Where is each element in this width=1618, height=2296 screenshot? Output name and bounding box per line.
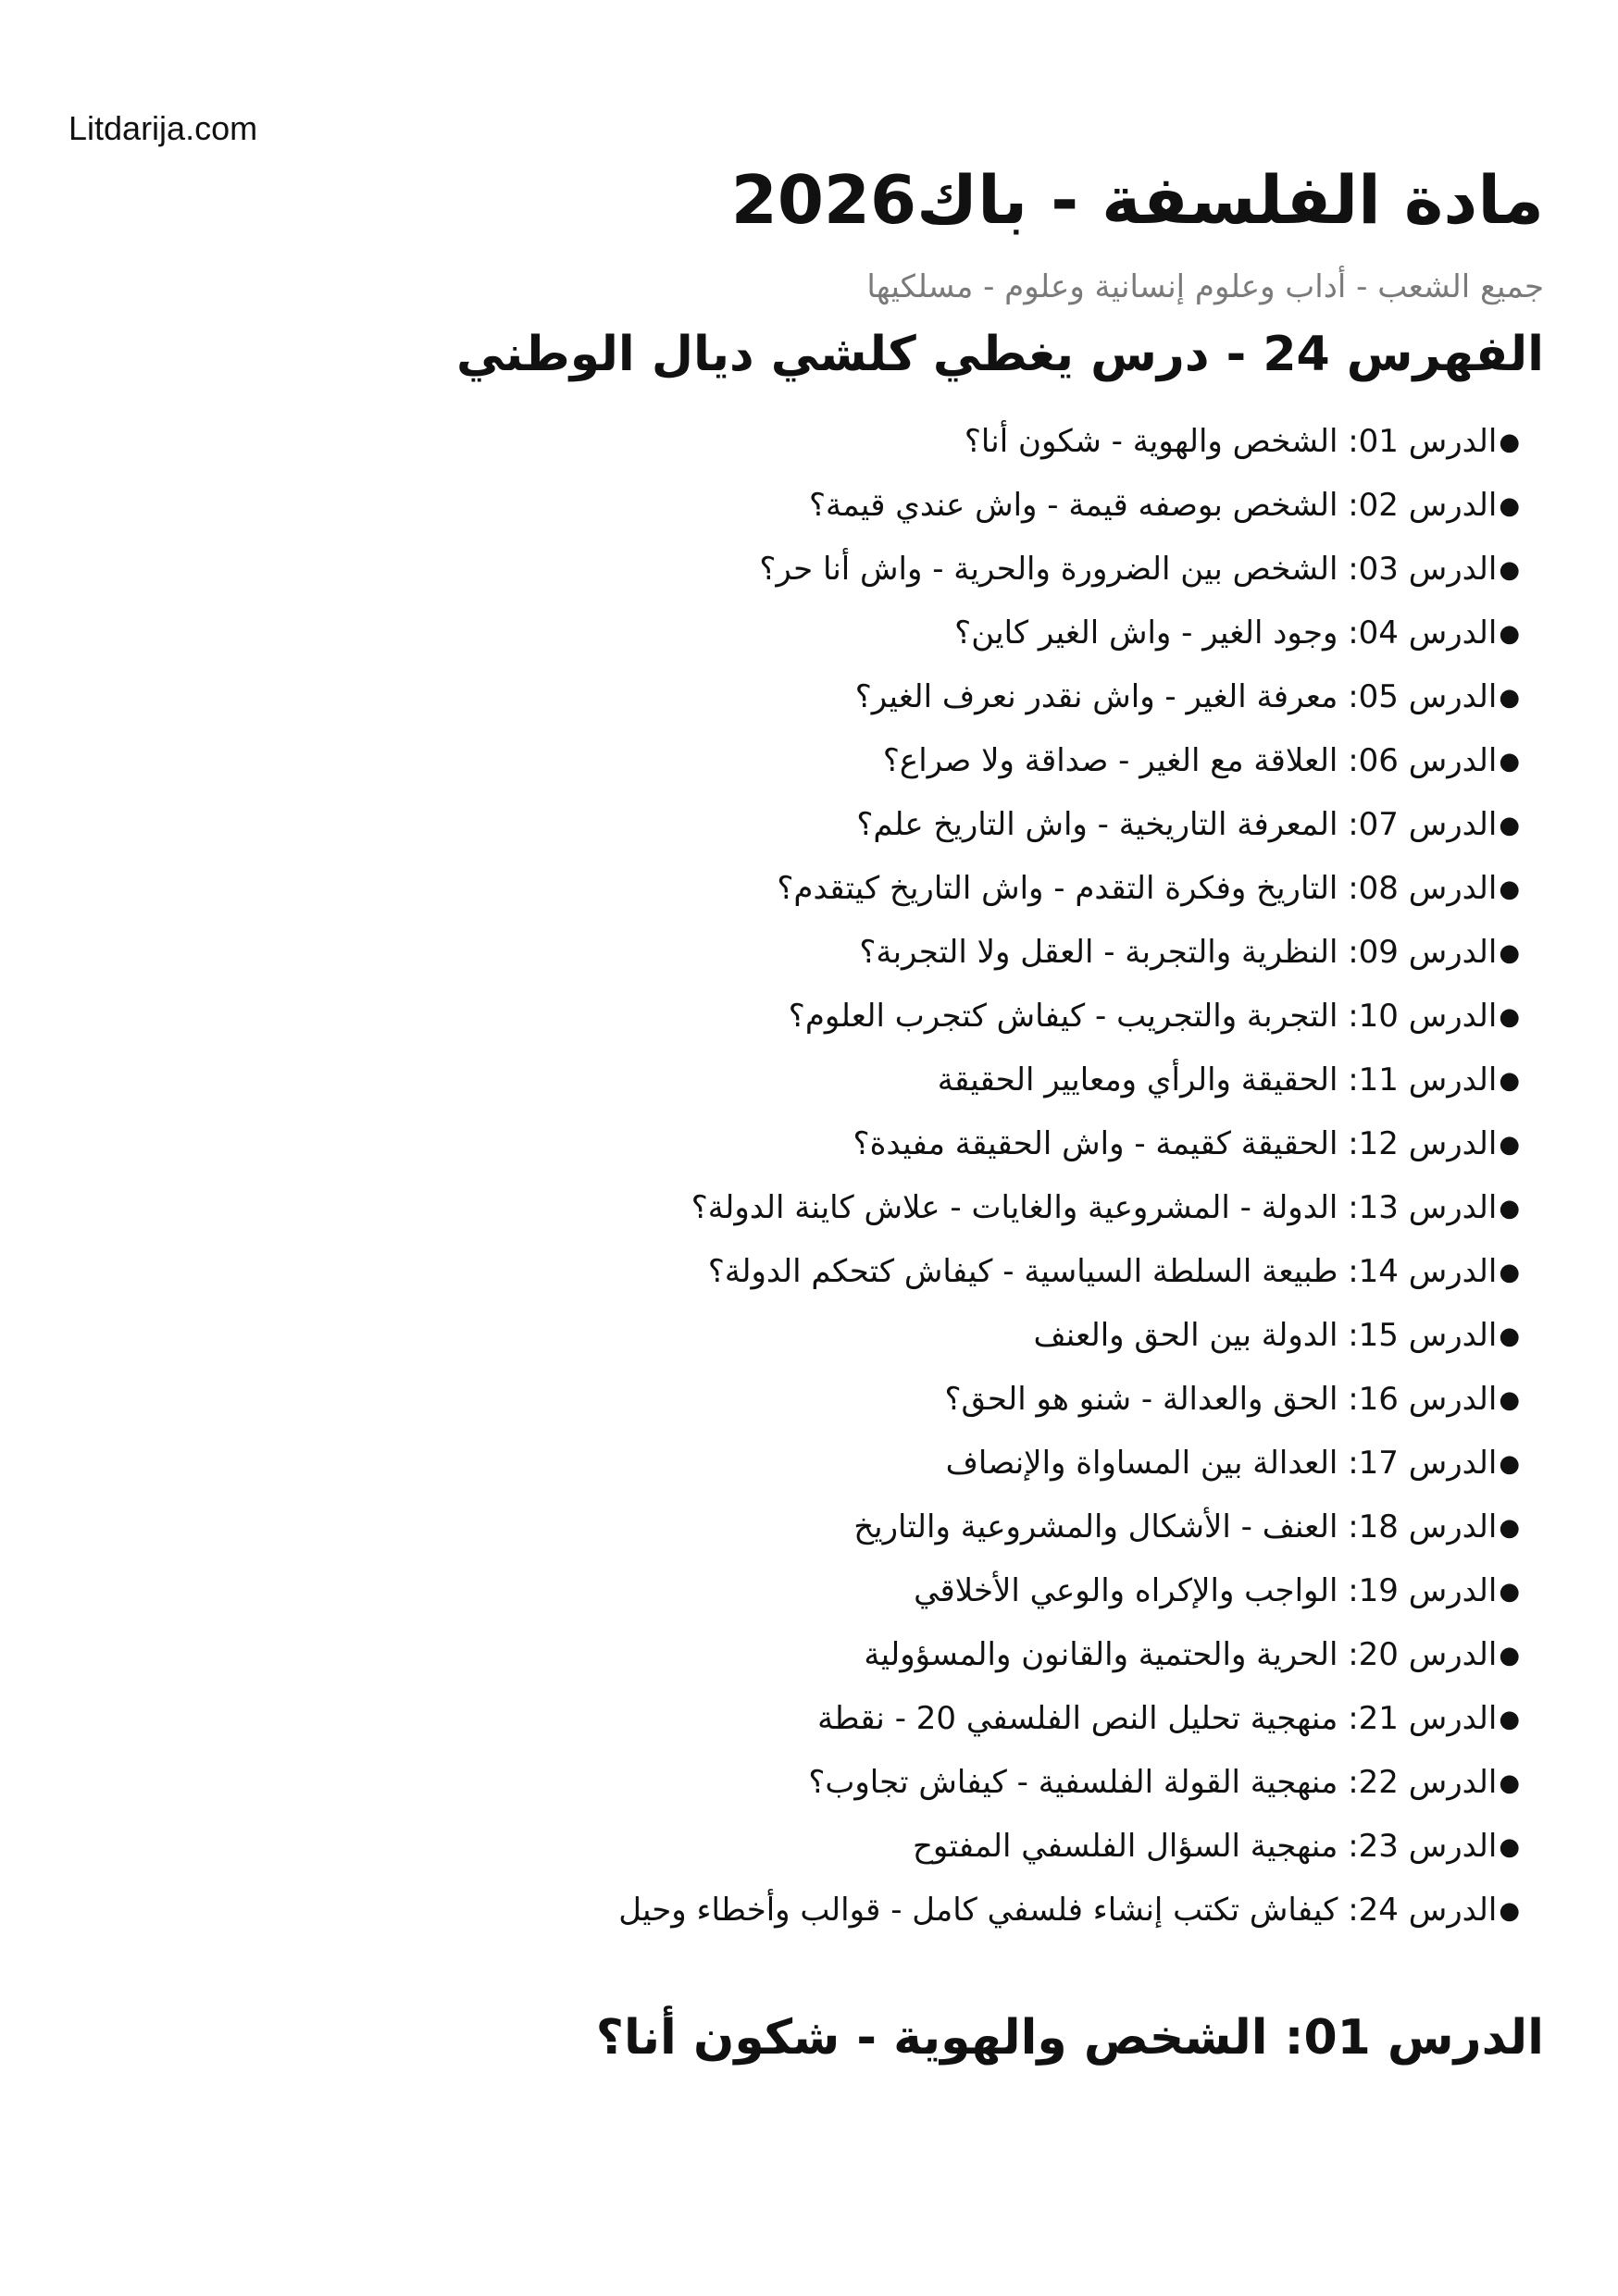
- bullet-icon: ●: [1499, 1450, 1520, 1479]
- bullet-icon: ●: [1499, 1642, 1520, 1670]
- lesson-index-label: الدرس 07: المعرفة التاريخية - واش التاريخ علم؟: [856, 806, 1498, 844]
- lesson-index-label: الدرس 10: التجربة والتجريب - كيفاش كتجرب العلوم؟: [788, 998, 1498, 1036]
- bullet-icon: ●: [1499, 556, 1520, 585]
- lesson-index-item: [100, 1496, 1520, 1559]
- bullet-icon: ●: [1499, 875, 1520, 904]
- lesson-index-item: [100, 538, 1520, 602]
- lesson-index-label: الدرس 19: الواجب والإكراه والوعي الأخلاقي: [914, 1572, 1498, 1610]
- lesson-index-item: [100, 857, 1520, 921]
- bullet-icon: ●: [1499, 492, 1520, 521]
- bullet-icon: ●: [1499, 1003, 1520, 1032]
- lesson-index-label: الدرس 13: الدولة - المشروعية والغايات - علاش كاينة الدولة؟: [691, 1189, 1498, 1227]
- bullet-icon: ●: [1499, 812, 1520, 840]
- bullet-icon: ●: [1499, 684, 1520, 713]
- lesson-index-item: [100, 665, 1520, 729]
- lesson-index-label: الدرس 06: العلاقة مع الغير - صداقة ولا صراع؟: [882, 742, 1498, 780]
- bullet-icon: ●: [1499, 1131, 1520, 1160]
- bullet-icon: ●: [1499, 939, 1520, 968]
- lesson-index-label: الدرس 16: الحق والعدالة - شنو هو الحق؟: [944, 1381, 1498, 1419]
- bullet-icon: ●: [1499, 1578, 1520, 1607]
- lesson-index-item: [100, 1815, 1520, 1879]
- lesson-index-item: [100, 1304, 1520, 1368]
- lesson-index-item: [100, 729, 1520, 793]
- bullet-icon: ●: [1499, 1706, 1520, 1734]
- site-name: Litdarija.com: [68, 109, 258, 147]
- lesson-index-item: [100, 1240, 1520, 1304]
- lesson-index-item: [100, 1368, 1520, 1432]
- lesson-index-item: [100, 602, 1520, 665]
- bullet-icon: ●: [1499, 1259, 1520, 1287]
- bullet-icon: ●: [1499, 1195, 1520, 1223]
- lesson-index-label: الدرس 11: الحقيقة والرأي ومعايير الحقيقة: [937, 1061, 1498, 1099]
- lesson-index-label: الدرس 03: الشخص بين الضرورة والحرية - واش أنا حر؟: [759, 551, 1498, 589]
- lesson-index-label: الدرس 04: وجود الغير - واش الغير كاين؟: [954, 614, 1498, 652]
- document-subtitle: جميع الشعب - أداب وعلوم إنسانية وعلوم - مسلكيها: [866, 267, 1544, 305]
- lesson-index-item: [100, 410, 1520, 474]
- lesson-index-item: [100, 1049, 1520, 1112]
- lesson-index-label: الدرس 17: العدالة بين المساواة والإنصاف: [945, 1445, 1498, 1483]
- lesson-index-item: [100, 1879, 1520, 1942]
- index-heading: الفهرس 24 - درس يغطي كلشي ديال الوطني: [455, 326, 1544, 382]
- bullet-icon: ●: [1499, 748, 1520, 776]
- lesson-index-label: الدرس 20: الحرية والحتمية والقانون والمسؤولية: [864, 1636, 1498, 1674]
- lesson-index-item: [100, 1623, 1520, 1687]
- bullet-icon: ●: [1499, 1386, 1520, 1415]
- lesson-index-label: الدرس 05: معرفة الغير - واش نقدر نعرف الغير؟: [854, 678, 1498, 716]
- lesson-heading: الدرس 01: الشخص والهوية - شكون أنا؟: [595, 2010, 1544, 2066]
- lesson-index-item: [100, 985, 1520, 1049]
- lesson-index-item: [100, 474, 1520, 538]
- lesson-index-label: الدرس 18: العنف - الأشكال والمشروعية والتاريخ: [853, 1508, 1498, 1546]
- lesson-index-label: الدرس 01: الشخص والهوية - شكون أنا؟: [964, 423, 1498, 461]
- lesson-index-label: الدرس 21: منهجية تحليل النص الفلسفي 20 - نقطة: [817, 1700, 1498, 1738]
- lesson-index-label: الدرس 23: منهجية السؤال الفلسفي المفتوح: [912, 1828, 1498, 1866]
- lesson-index-label: الدرس 08: التاريخ وفكرة التقدم - واش التاريخ كيتقدم؟: [777, 870, 1498, 908]
- bullet-icon: ●: [1499, 428, 1520, 457]
- lesson-index-label: الدرس 24: كيفاش تكتب إنشاء فلسفي كامل - قوالب وأخطاء وحيل: [618, 1892, 1498, 1930]
- document-body: [100, 157, 1544, 2070]
- lesson-index-label: الدرس 02: الشخص بوصفه قيمة - واش عندي قيمة؟: [809, 487, 1498, 525]
- lesson-index-item: [100, 921, 1520, 985]
- lesson-index-item: [100, 1559, 1520, 1623]
- bullet-icon: ●: [1499, 1067, 1520, 1096]
- bullet-icon: ●: [1499, 1514, 1520, 1543]
- lesson-index-item: [100, 1112, 1520, 1176]
- bullet-icon: ●: [1499, 1897, 1520, 1926]
- lesson-index-label: الدرس 14: طبيعة السلطة السياسية - كيفاش كتحكم الدولة؟: [707, 1253, 1498, 1291]
- lesson-index-list: [100, 410, 1544, 1942]
- lesson-index-label: الدرس 15: الدولة بين الحق والعنف: [1033, 1317, 1498, 1355]
- lesson-index-item: [100, 793, 1520, 857]
- lesson-index-item: [100, 1432, 1520, 1496]
- lesson-index-item: [100, 1176, 1520, 1240]
- bullet-icon: ●: [1499, 620, 1520, 649]
- bullet-icon: ●: [1499, 1769, 1520, 1798]
- lesson-index-label: الدرس 09: النظرية والتجربة - العقل ولا التجربة؟: [859, 934, 1498, 972]
- bullet-icon: ●: [1499, 1322, 1520, 1351]
- lesson-index-item: [100, 1751, 1520, 1815]
- lesson-index-label: الدرس 12: الحقيقة كقيمة - واش الحقيقة مفيدة؟: [853, 1125, 1498, 1163]
- lesson-index-label: الدرس 22: منهجية القولة الفلسفية - كيفاش تجاوب؟: [808, 1764, 1498, 1802]
- lesson-index-item: [100, 1687, 1520, 1751]
- document-title: مادة الفلسفة - باك2026: [730, 161, 1544, 239]
- bullet-icon: ●: [1499, 1833, 1520, 1862]
